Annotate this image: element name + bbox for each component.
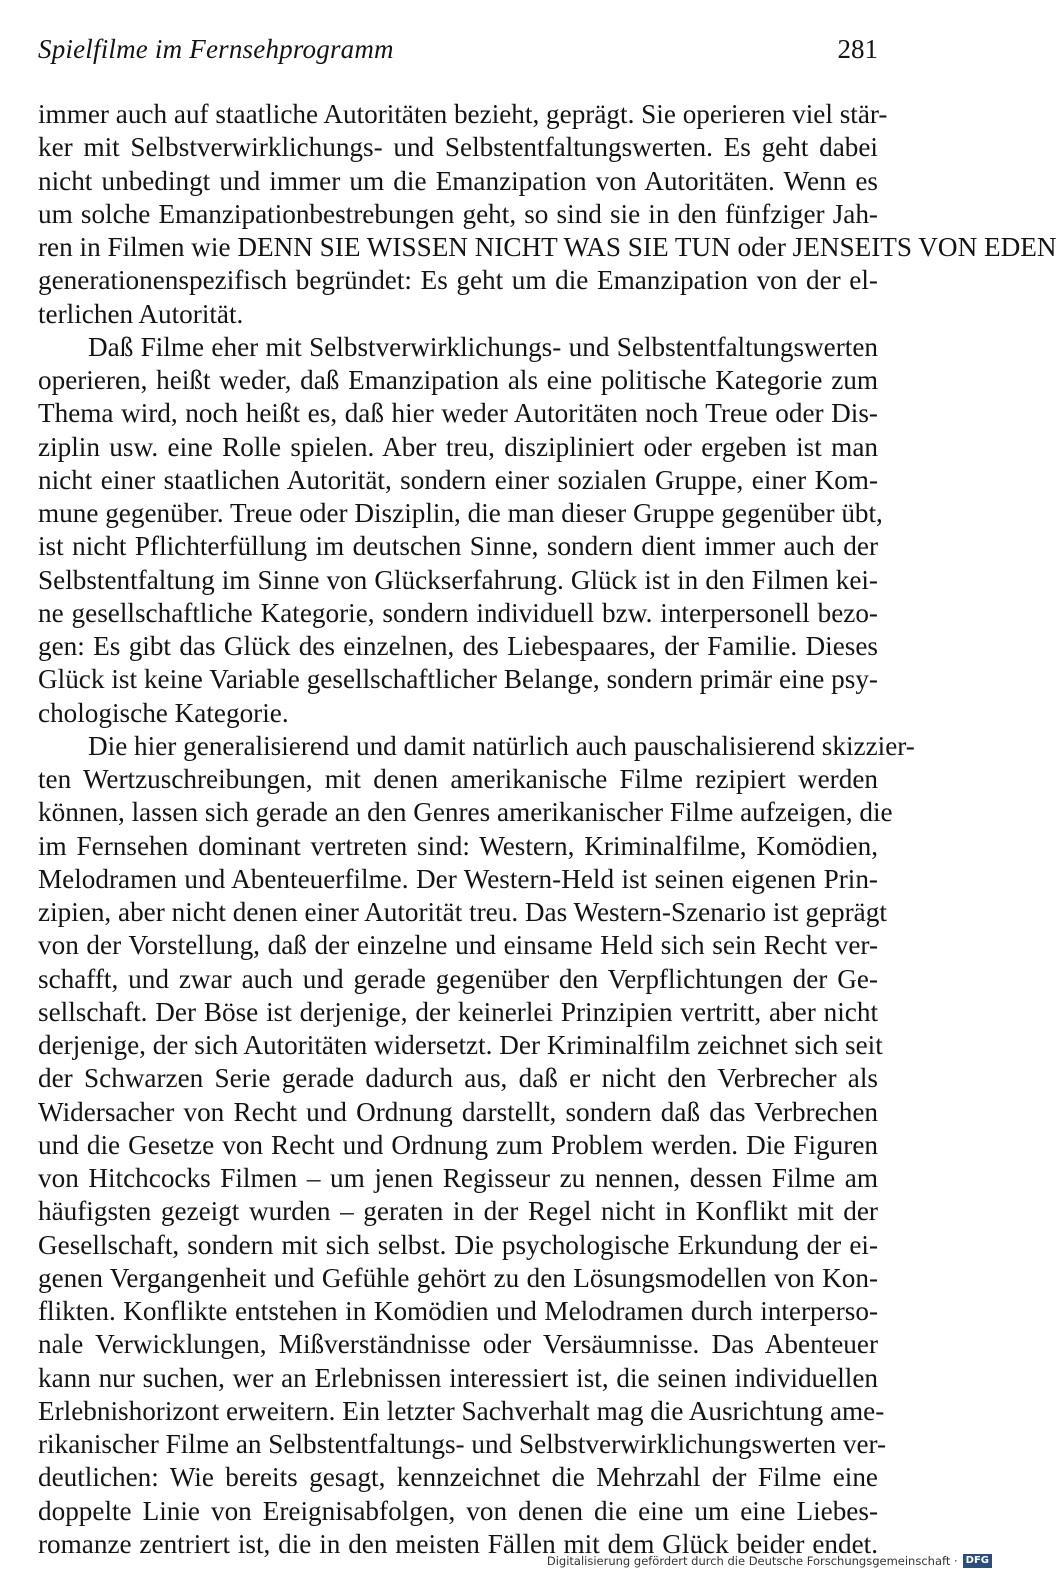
text-line: von Hitchcocks Filmen – um jenen Regisseur zu nennen, dessen Filme am (38, 1163, 878, 1193)
text-line: immer auch auf staatliche Autoritäten bezieht, geprägt. Sie operieren viel stär- (38, 99, 888, 129)
text-line: sellschaft. Der Böse ist derjenige, der keinerlei Prinzipien vertritt, aber nicht (38, 996, 878, 1027)
dfg-logo-icon: DFG (963, 1554, 992, 1568)
text-line: flikten. Konflikte entstehen in Komödien und Melodramen durch interperso- (38, 1296, 878, 1326)
text-line: häufigsten gezeigt wurden – geraten in der Regel nicht in Konflikt mit der (38, 1196, 878, 1227)
text-line: können, lassen sich gerade an den Genres amerikanischer Filme aufzeigen, die (38, 797, 893, 828)
text-line: Daß Filme eher mit Selbstverwirklichungs- und Selbstentfaltungswerten (88, 331, 878, 362)
text-line: um solche Emanzipationbestrebungen geht, so sind sie in den fünfziger Jah- (38, 198, 878, 229)
text-line: mune gegenüber. Treue oder Disziplin, die man dieser Gruppe gegenüber übt, (38, 498, 883, 528)
text-line: doppelte Linie von Ereignisabfolgen, von denen die eine um eine Liebes- (38, 1495, 878, 1526)
text-line: und die Gesetze von Recht und Ordnung zum Problem werden. Die Figuren (38, 1129, 878, 1160)
text-line: genen Vergangenheit und Gefühle gehört zu den Lösungsmodellen von Kon- (38, 1262, 878, 1293)
text-line: generationenspezifisch begründet: Es geht um die Emanzipation von der el- (38, 265, 878, 296)
text-line: terlichen Autorität. (38, 298, 244, 329)
text-line: gen: Es gibt das Glück des einzelnen, des Liebespaares, der Familie. Dieses (38, 631, 878, 661)
funding-note: Digitalisierung gefördert durch die Deutsche Forschungsgemeinschaft · (546, 1554, 958, 1568)
text-line: Selbstentfaltung im Sinne von Glückserfahrung. Glück ist in den Filmen kei- (38, 564, 878, 595)
text-line: von der Vorstellung, daß der einzelne und einsame Held sich sein Recht ver- (38, 930, 878, 961)
text-line: ziplin usw. eine Rolle spielen. Aber treu, diszipliniert oder ergeben ist man (38, 431, 878, 462)
running-title: Spielfilme im Fernsehprogramm (38, 34, 394, 64)
text-line: im Fernsehen dominant vertreten sind: Western, Kriminalfilme, Komödien, (38, 830, 878, 861)
text-line: schafft, und zwar auch und gerade gegenüber den Verpflichtungen der Ge- (38, 963, 878, 994)
text-line: Widersacher von Recht und Ordnung darstellt, sondern daß das Verbrechen (38, 1096, 878, 1127)
text-line: ker mit Selbstverwirklichungs- und Selbstentfaltungswerten. Es geht dabei (38, 132, 878, 163)
text-line: Erlebnishorizont erweitern. Ein letzter Sachverhalt mag die Ausrichtung ame- (38, 1395, 885, 1426)
text-line: derjenige, der sich Autoritäten widersetzt. Der Kriminalfilm zeichnet sich seit (38, 1030, 883, 1060)
text-line: Thema wird, noch heißt es, daß hier weder Autoritäten noch Treue oder Dis- (38, 398, 878, 429)
text-line: ten Wertzuschreibungen, mit denen amerikanische Filme rezipiert werden (38, 764, 878, 794)
text-line: Glück ist keine Variable gesellschaftlicher Belange, sondern primär eine psy- (38, 664, 878, 695)
text-line: ren in Filmen wie DENN SIE WISSEN NICHT WAS SIE TUN oder JENSEITS VON EDEN (38, 232, 1056, 262)
footer (547, 1554, 992, 1568)
text-line: nicht einer staatlichen Autorität, sondern einer sozialen Gruppe, einer Kom- (38, 464, 878, 495)
text-line: Melodramen und Abenteuerfilme. Der Western-Held ist seinen eigenen Prin- (38, 863, 878, 894)
page-number: 281 (837, 34, 878, 64)
text-line: der Schwarzen Serie gerade dadurch aus, daß er nicht den Verbrecher als (38, 1063, 878, 1094)
text-line: ne gesellschaftliche Kategorie, sondern individuell bzw. interpersonell bezo- (38, 597, 878, 628)
text-line: ist nicht Pflichterfüllung im deutschen Sinne, sondern dient immer auch der (38, 531, 878, 562)
text-line: operieren, heißt weder, daß Emanzipation als eine politische Kategorie zum (38, 365, 878, 395)
text-line: zipien, aber nicht denen einer Autorität treu. Das Western-Szenario ist geprägt (38, 897, 887, 927)
text-line: deutlichen: Wie bereits gesagt, kennzeichnet die Mehrzahl der Filme eine (38, 1462, 878, 1493)
text-line: Die hier generalisierend und damit natürlich auch pauschalisierend skizzier- (88, 730, 915, 761)
text-line: rikanischer Filme an Selbstentfaltungs- und Selbstverwirklichungswerten ver- (38, 1429, 887, 1459)
text-line: chologische Kategorie. (38, 697, 289, 728)
text-line: nale Verwicklungen, Mißverständnisse oder Versäumnisse. Das Abenteuer (38, 1329, 878, 1360)
text-line: nicht unbedingt und immer um die Emanzipation von Autoritäten. Wenn es (38, 165, 878, 196)
text-line: kann nur suchen, wer an Erlebnissen interessiert ist, die seinen individuellen (38, 1362, 878, 1393)
text-line: Gesellschaft, sondern mit sich selbst. Die psychologische Erkundung der ei- (38, 1229, 878, 1260)
text-line: romanze zentriert ist, die in den meisten Fällen mit dem Glück beider endet. (38, 1528, 878, 1559)
